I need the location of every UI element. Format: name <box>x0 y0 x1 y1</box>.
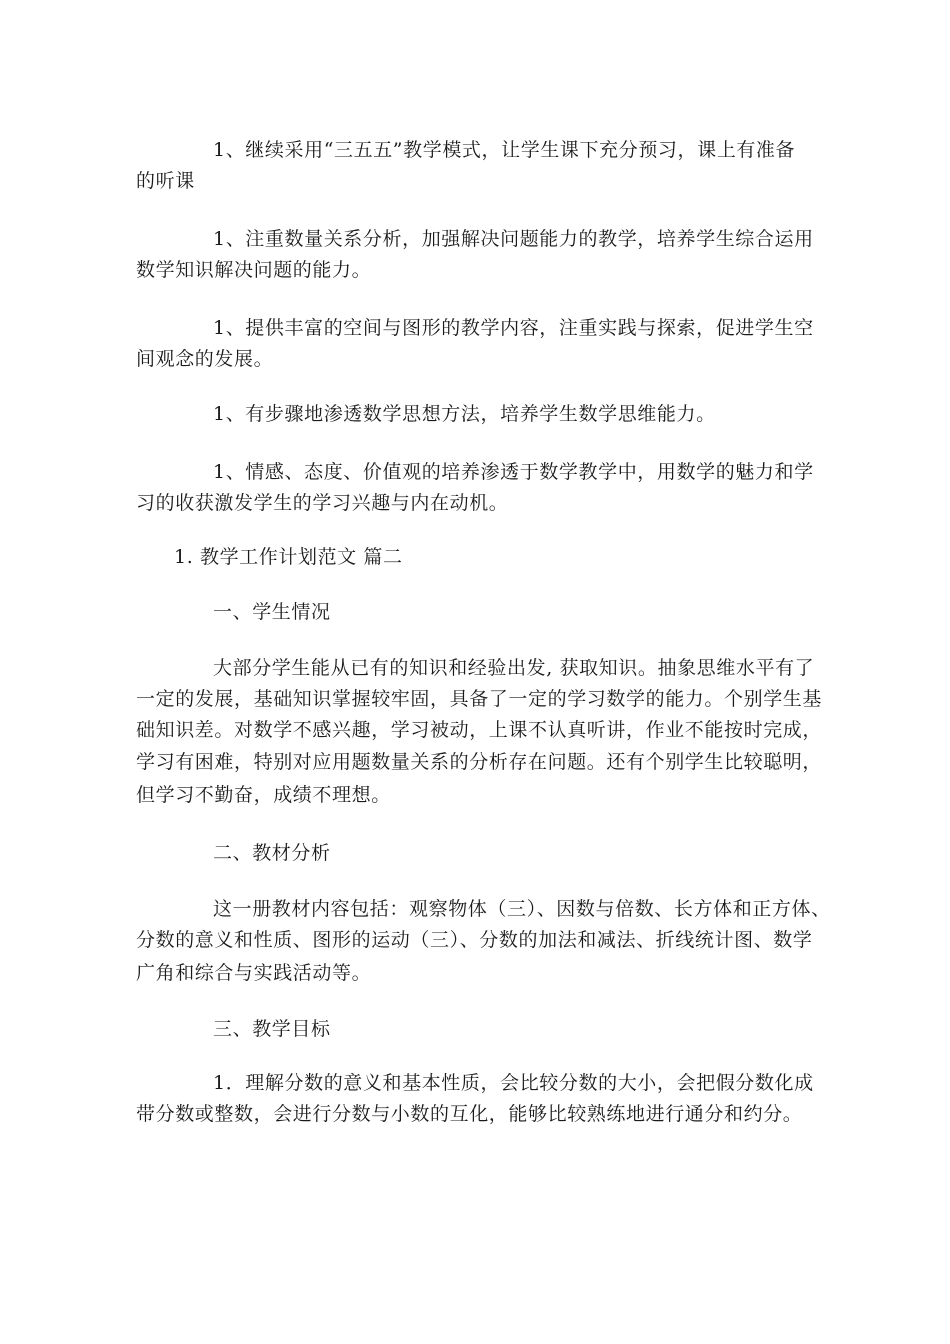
paragraph-space-geometry-line-2: 间观念的发展。 <box>136 348 274 370</box>
paragraph-goal-fractions-line-1: 1．理解分数的意义和基本性质，会比较分数的大小，会把假分数化成 <box>213 1072 814 1094</box>
paragraph-student-situation-line-2: 一定的发展，基础知识掌握较牢固，具备了一定的学习数学的能力。个别学生基 <box>136 688 823 710</box>
paragraph-emotion-values-line-1: 1、情感、态度、价值观的培养渗透于数学教学中，用数学的魅力和学 <box>213 461 814 483</box>
heading-student-situation: 一、学生情况 <box>213 601 331 623</box>
paragraph-emotion-values-line-2: 习的收获激发学生的学习兴趣与内在动机。 <box>136 492 509 514</box>
paragraph-student-situation-line-5: 但学习不勤奋，成绩不理想。 <box>136 784 391 806</box>
paragraph-textbook-content-line-2: 分数的意义和性质、图形的运动（三）、分数的加法和减法、折线统计图、数学 <box>136 929 813 951</box>
paragraph-space-geometry-line-1: 1、提供丰富的空间与图形的教学内容，注重实践与探索，促进学生空 <box>213 317 814 339</box>
paragraph-textbook-content-line-3: 广角和综合与实践活动等。 <box>136 962 372 984</box>
paragraph-student-situation-line-1: 大部分学生能从已有的知识和经验出发, 获取知识。抽象思维水平有了 <box>213 657 815 679</box>
paragraph-goal-fractions-line-2: 带分数或整数，会进行分数与小数的互化，能够比较熟练地进行通分和约分。 <box>136 1103 803 1125</box>
paragraph-student-situation-line-4: 学习有困难，特别对应用题数量关系的分析存在问题。还有个别学生比较聪明， <box>136 751 823 773</box>
paragraph-preview-prepare-line-2: 的听课 <box>136 170 195 192</box>
paragraph-math-thinking-line-1: 1、有步骤地渗透数学思想方法，培养学生数学思维能力。 <box>213 403 716 425</box>
section-title-part-two: 1. 教学工作计划范文 篇二 <box>174 546 403 568</box>
heading-teaching-goals: 三、教学目标 <box>213 1018 331 1040</box>
paragraph-quantity-relations-line-2: 数学知识解决问题的能力。 <box>136 259 372 281</box>
heading-textbook-analysis: 二、教材分析 <box>213 842 331 864</box>
paragraph-quantity-relations-line-1: 1、注重数量关系分析，加强解决问题能力的教学，培养学生综合运用 <box>213 228 814 250</box>
paragraph-textbook-content-line-1: 这一册教材内容包括：观察物体（三）、因数与倍数、长方体和正方体、 <box>213 898 831 920</box>
paragraph-preview-prepare-line-1: 1、继续采用“三五五”教学模式，让学生课下充分预习，课上有准备 <box>213 139 796 161</box>
paragraph-student-situation-line-3: 础知识差。对数学不感兴趣，学习被动，上课不认真听讲，作业不能按时完成， <box>136 719 823 741</box>
